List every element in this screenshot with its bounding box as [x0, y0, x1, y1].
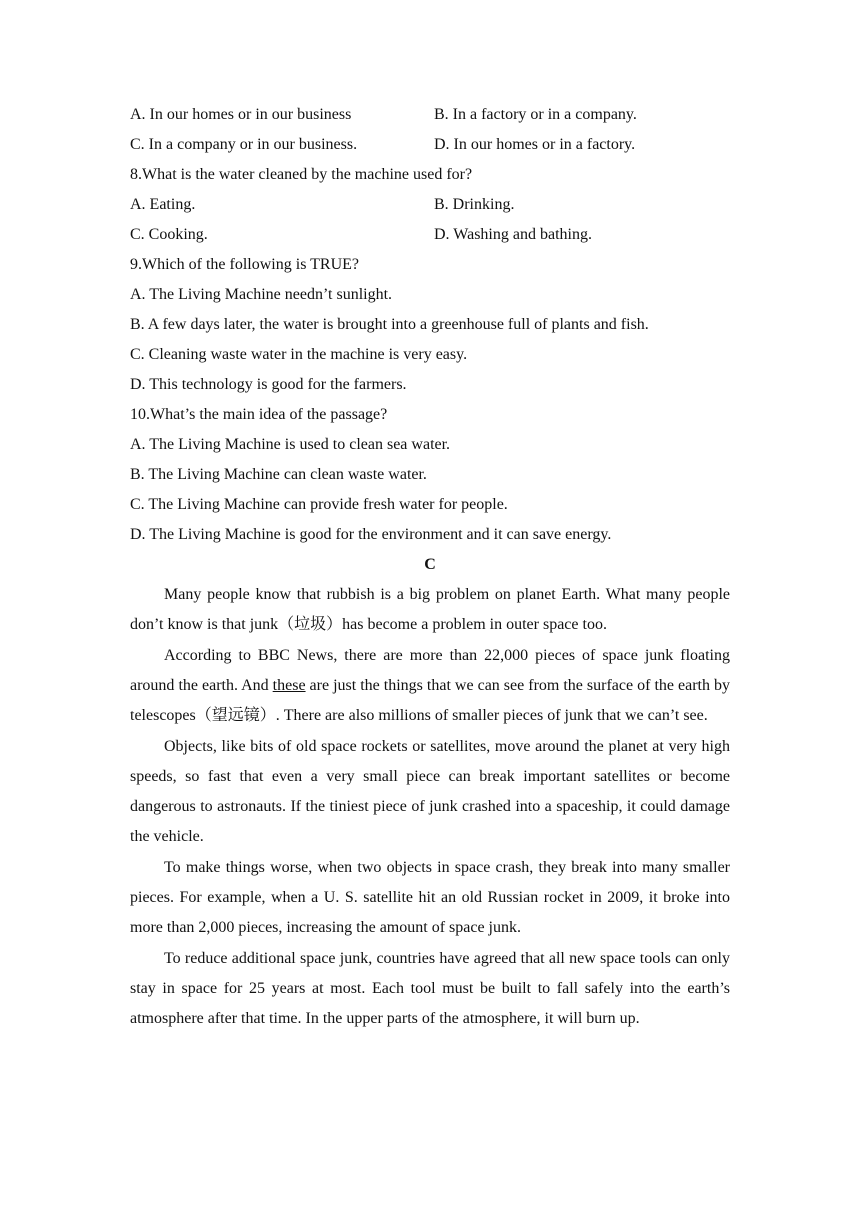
q9-option-b: B. A few days later, the water is brought into a greenhouse full of plants and fish. — [130, 316, 649, 333]
q9-option-d: D. This technology is good for the farmers. — [130, 376, 407, 393]
q7-option-a: A. In our homes or in our business — [130, 106, 352, 123]
passage-paragraph-5: To reduce additional space junk, countries have agreed that all new space tools can only stay in space for 25 years at most. Each tool must be built to fall safely into the earth’s atmosphere after that time. In the upper parts of the atmosphere, it will burn up. — [130, 950, 730, 1027]
q7-options-row-2 — [130, 130, 730, 160]
passage-paragraph-2 — [130, 641, 730, 731]
q10-question: 10.What’s the main idea of the passage? — [130, 406, 388, 423]
paragraph-2-start: According to BBC News, there are more than 22,000 pieces of space junk floating around the earth. And — [130, 647, 730, 694]
q8-option-b: B. Drinking. — [434, 196, 515, 213]
document-page — [130, 100, 730, 1035]
paragraph-2-end: are just the things that we can see from the surface of the earth by telescopes（望远镜）. There are also millions of smaller pieces of junk that we can’t see. — [130, 677, 731, 724]
q7-option-b: B. In a factory or in a company. — [434, 106, 637, 123]
q8-options-row-1 — [130, 190, 730, 220]
q10-option-a: A. The Living Machine is used to clean sea water. — [130, 436, 451, 453]
passage-paragraph-4: To make things worse, when two objects in space crash, they break into many smaller pieces. For example, when a U. S. satellite hit an old Russian rocket in 2009, it broke into more than 2,000 pieces, increasing the amount of space junk. — [130, 859, 730, 936]
q7-options-row-1 — [130, 100, 730, 130]
underlined-word: these — [272, 677, 306, 694]
q8-option-c: C. Cooking. — [130, 226, 208, 243]
q10-option-c: C. The Living Machine can provide fresh water for people. — [130, 496, 508, 513]
passage-paragraph-3: Objects, like bits of old space rockets or satellites, move around the planet at very high speeds, so fast that even a very small piece can break important satellites or become dangerous to astronauts. If the tiniest piece of junk crashed into a spaceship, it could damage the vehicle. — [130, 738, 730, 845]
passage-paragraph-1: Many people know that rubbish is a big problem on planet Earth. What many people don’t know is that junk（垃圾）has become a problem in outer space too. — [130, 586, 730, 633]
section-title: C — [424, 556, 436, 573]
q8-options-row-2 — [130, 220, 730, 250]
q10-option-b: B. The Living Machine can clean waste water. — [130, 466, 427, 483]
q8-option-d: D. Washing and bathing. — [434, 226, 592, 243]
q9-question: 9.Which of the following is TRUE? — [130, 256, 359, 273]
q10-option-d: D. The Living Machine is good for the environment and it can save energy. — [130, 526, 612, 543]
q8-option-a: A. Eating. — [130, 196, 196, 213]
q7-option-c: C. In a company or in our business. — [130, 136, 358, 153]
q9-option-a: A. The Living Machine needn’t sunlight. — [130, 286, 393, 303]
q9-option-c: C. Cleaning waste water in the machine is very easy. — [130, 346, 468, 363]
q7-option-d: D. In our homes or in a factory. — [434, 136, 636, 153]
q8-question: 8.What is the water cleaned by the machine used for? — [130, 166, 473, 183]
